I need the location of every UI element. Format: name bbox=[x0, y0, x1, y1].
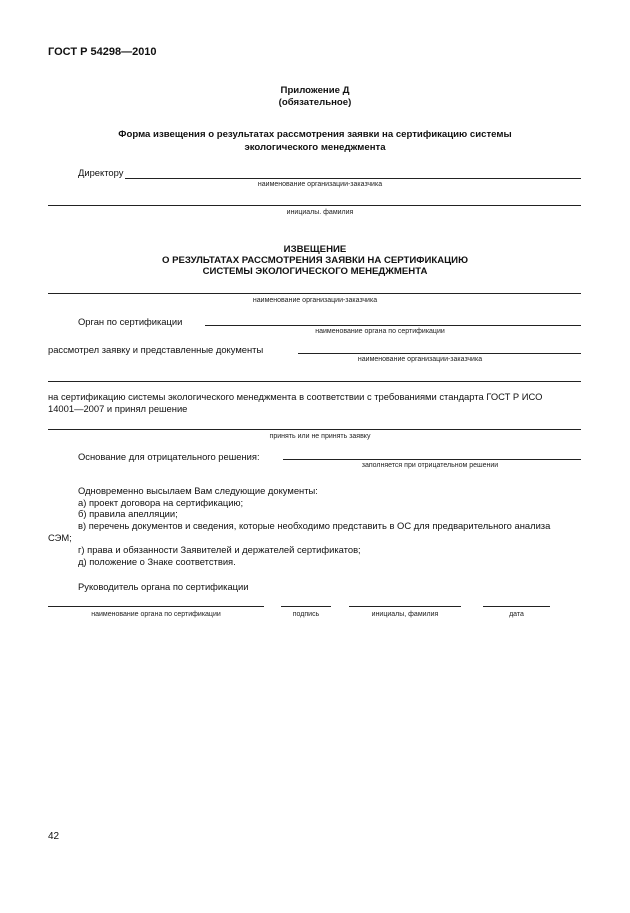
document-item-a: а) проект договора на сертификацию; bbox=[78, 497, 244, 508]
director-org-line[interactable] bbox=[125, 178, 581, 179]
documents-intro: Одновременно высылаем Вам следующие документы: bbox=[78, 485, 318, 496]
cert-body-label: Орган по сертификации bbox=[78, 316, 183, 327]
org-caption: наименование организации-заказчика bbox=[252, 297, 378, 304]
signature-body-caption: наименование органа по сертификации bbox=[91, 611, 221, 618]
reviewed-line[interactable] bbox=[298, 353, 581, 354]
signature-sign-line[interactable] bbox=[281, 606, 331, 607]
signature-name-line[interactable] bbox=[349, 606, 461, 607]
head-of-body-label: Руководитель органа по сертификации bbox=[78, 581, 249, 592]
page-number: 42 bbox=[48, 831, 60, 842]
notice-title: ИЗВЕЩЕНИЕ bbox=[283, 244, 347, 255]
standard-number: ГОСТ Р 54298—2010 bbox=[48, 46, 157, 58]
notice-subtitle-line2: СИСТЕМЫ ЭКОЛОГИЧЕСКОГО МЕНЕДЖМЕНТА bbox=[202, 266, 428, 277]
document-item-b: б) правила апелляции; bbox=[78, 508, 178, 519]
signature-date-caption: дата bbox=[509, 611, 524, 618]
form-title-line1: Форма извещения о результатах рассмотрения заявки на сертификацию системы bbox=[118, 129, 512, 140]
negative-reason-caption: заполняется при отрицательном решении bbox=[361, 462, 499, 469]
conformity-text-line1: на сертификацию системы экологического менеджмента в соответствии с требованиями стандарта ГОСТ Р ИСО bbox=[48, 391, 543, 402]
document-item-c-line2: СЭМ; bbox=[48, 532, 72, 543]
negative-reason-label: Основание для отрицательного решения: bbox=[78, 451, 260, 462]
negative-reason-line[interactable] bbox=[283, 459, 581, 460]
director-name-caption: инициалы. фамилия bbox=[286, 209, 354, 216]
decision-line[interactable] bbox=[48, 429, 581, 430]
reviewed-label: рассмотрел заявку и представленные документы bbox=[48, 344, 264, 355]
conformity-text-line2: 14001—2007 и принял решение bbox=[48, 403, 188, 414]
director-name-line[interactable] bbox=[48, 205, 581, 206]
reviewed-caption: наименование организации-заказчика bbox=[357, 356, 483, 363]
appendix-status: (обязательное) bbox=[278, 97, 352, 108]
decision-caption: принять или не принять заявку bbox=[269, 433, 371, 440]
reviewed-continuation-line[interactable] bbox=[48, 381, 581, 382]
signature-name-caption: инициалы, фамилия bbox=[371, 611, 439, 618]
director-label: Директору bbox=[78, 167, 124, 178]
document-item-d: г) права и обязанности Заявителей и держателей сертификатов; bbox=[78, 544, 361, 555]
signature-date-line[interactable] bbox=[483, 606, 550, 607]
cert-body-caption: наименование органа по сертификации bbox=[315, 328, 445, 335]
form-title-line2: экологического менеджмента bbox=[244, 142, 386, 153]
appendix-title: Приложение Д bbox=[280, 85, 350, 96]
document-item-e: д) положение о Знаке соответствия. bbox=[78, 556, 236, 567]
signature-sign-caption: подпись bbox=[292, 611, 320, 618]
org-line[interactable] bbox=[48, 293, 581, 294]
director-org-caption: наименование организации-заказчика bbox=[257, 181, 383, 188]
document-item-c-line1: в) перечень документов и сведения, которые необходимо представить в ОС для предварительного анализа bbox=[78, 520, 551, 531]
signature-body-line[interactable] bbox=[48, 606, 264, 607]
notice-subtitle-line1: О РЕЗУЛЬТАТАХ РАССМОТРЕНИЯ ЗАЯВКИ НА СЕРТИФИКАЦИЮ bbox=[162, 255, 468, 266]
cert-body-line[interactable] bbox=[205, 325, 581, 326]
